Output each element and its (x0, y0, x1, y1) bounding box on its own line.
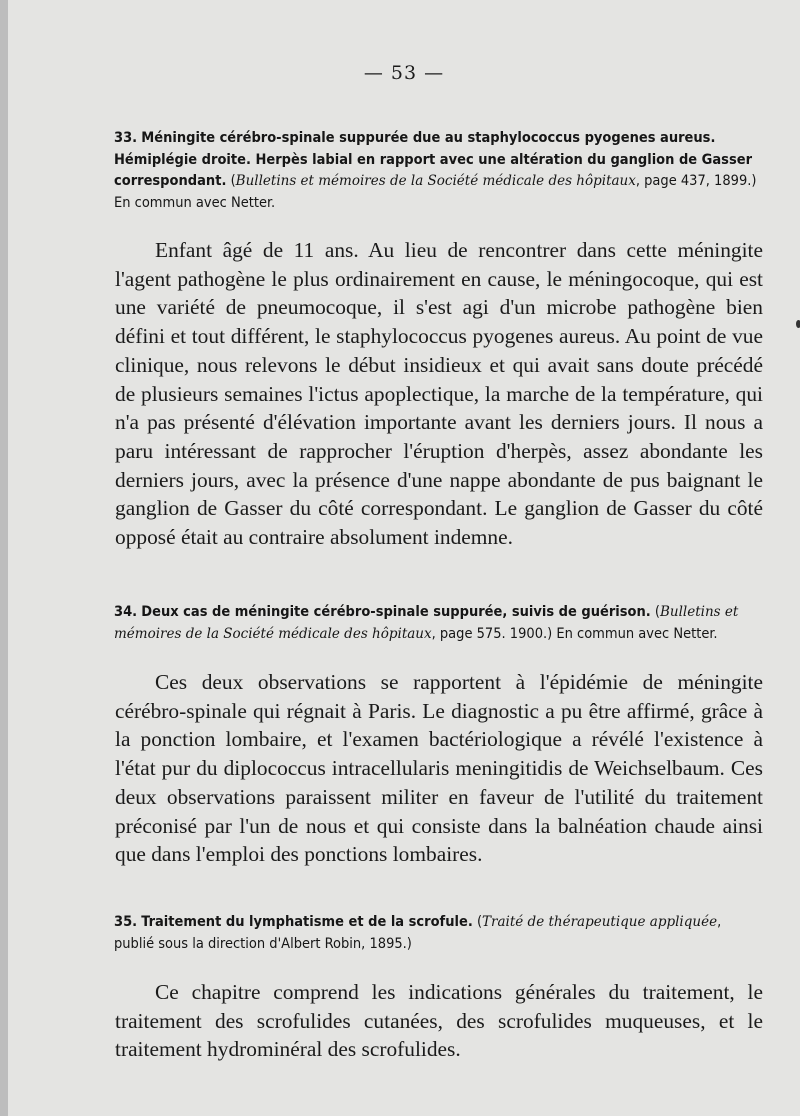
entry-35-title: Traitement du lymphatisme et de la scrofule. (141, 914, 473, 930)
entry-35-source-details: , publié sous la direction d'Albert Robin, 1895.) (114, 914, 722, 952)
entry-33-source-journal: Bulletins et mémoires de la Société médicale des hôpitaux (235, 173, 636, 189)
entry-33-source-details: , page 437, 1899.) En commun avec Netter. (114, 173, 757, 211)
entry-35-heading (114, 912, 764, 955)
entry-33-heading (114, 128, 764, 214)
entry-35-number: 35. (114, 914, 138, 930)
page (8, 0, 800, 1116)
entry-34-source-journal: Bulletins et mémoires de la Société médicale des hôpitaux (114, 604, 739, 642)
entry-34-number: 34. (114, 604, 138, 620)
entry-33-source-open: ( (230, 173, 236, 189)
entry-33-title: Méningite cérébro-spinale suppurée due au staphylococcus pyogenes aureus. Hémiplégie droite. Herpès labial en rapport avec une altération du ganglion de Gasser correspondant. (114, 130, 752, 189)
entry-34-title: Deux cas de méningite cérébro-spinale suppurée, suivis de guérison. (141, 604, 651, 620)
page-number: — 53 — (363, 62, 445, 84)
entry-34-source-open: ( (654, 604, 660, 620)
entry-34-body: Ces deux observations se rapportent à l'épidémie de méningite cérébro-spinale qui régnait à Paris. Le diagnostic a pu être affirmé, grâce à la ponction lombaire, et l'examen bactériologique a révélé l'existence à l'état pur du diplococcus intracellularis meningitidis de Weichselbaum. Ces deux observations paraissent militer en faveur de l'utilité du traitement préconisé par l'un de nous et qui consiste dans la balnéation chaude ainsi que dans l'emploi des ponctions lombaires. (115, 670, 763, 867)
entry-33-number: 33. (114, 130, 138, 146)
entry-35-source-journal: Traité de thérapeutique appliquée (482, 914, 718, 930)
entry-35-body: Ce chapitre comprend les indications générales du traitement, le traitement des scrofulides cutanées, des scrofulides muqueuses, et le traitement hydrominéral des scrofulides. (115, 980, 763, 1062)
margin-ink-spot (796, 320, 800, 328)
entry-35-source-open: ( (476, 914, 483, 930)
entry-33-body: Enfant âgé de 11 ans. Au lieu de rencontrer dans cette méningite l'agent pathogène le plus ordinairement en cause, le méningocoque, qui est une variété de pneumocoque, il s'est agi d'un microbe pathogène bien défini et tout différent, le staphylococcus pyogenes aureus. Au point de vue clinique, nous relevons le début insidieux et qui avait sans doute précédé de plusieurs semaines l'ictus apoplectique, la marche de la température, qui n'a pas présenté d'élévation importante avant les derniers jours. Il nous a paru intéressant de rapprocher l'éruption d'herpès, assez abondante les derniers jours, avec la présence d'une nappe abondante de pus baignant le ganglion de Gasser du côté correspondant. Le ganglion de Gasser du côté opposé était au contraire absolument indemne. (115, 238, 763, 550)
entry-34-heading (114, 602, 764, 645)
entry-34-source-details: , page 575. 1900.) En commun avec Netter. (431, 625, 718, 642)
